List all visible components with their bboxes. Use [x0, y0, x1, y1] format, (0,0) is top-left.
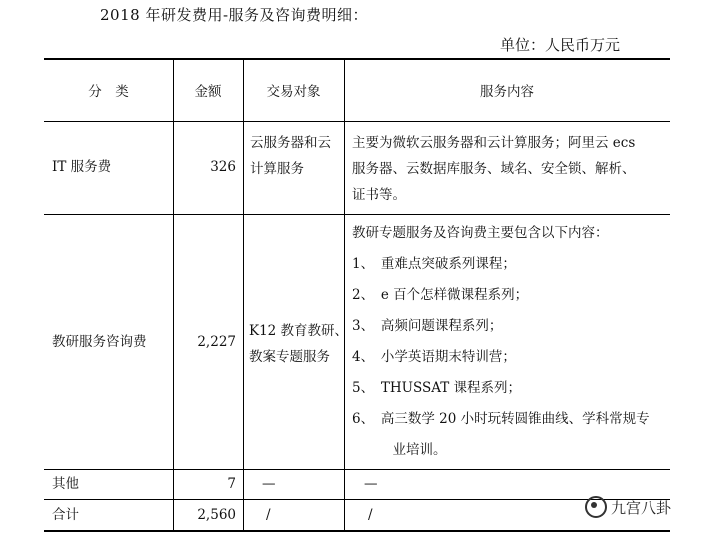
service-line: 1、 重难点突破系列课程；: [352, 256, 516, 272]
service-line: 3、 高频问题课程系列；: [352, 318, 503, 334]
header-bottom-rule: [44, 121, 670, 122]
counterparty-line: 云服务器和云: [250, 135, 331, 151]
row-other-amount: 7: [227, 476, 236, 492]
service-line: 2、 e 百个怎样微课程系列；: [352, 287, 529, 303]
counterparty-line: 教案专题服务: [249, 349, 330, 365]
service-line: 5、 THUSSAT 课程系列；: [352, 380, 522, 396]
row-it-category: IT 服务费: [52, 159, 112, 175]
service-line: 主要为微软云服务器和云计算服务；阿里云 ecs: [352, 135, 636, 151]
table-bottom-rule: [44, 530, 670, 532]
col-divider-2: [243, 58, 244, 531]
service-line: 证书等。: [352, 187, 406, 203]
header-counterparty: 交易对象: [266, 84, 321, 100]
row-research-service: [352, 218, 650, 466]
row-research-counterparty: [249, 318, 348, 370]
watermark-text: 九宫八卦: [611, 498, 672, 517]
row-total-counterparty: /: [266, 507, 271, 523]
service-line: 业培训。: [352, 442, 447, 458]
header-amount: 金额: [194, 84, 222, 100]
row-other-service: —: [364, 476, 378, 492]
row-other-counterparty: —: [262, 476, 276, 492]
row-it-counterparty: [250, 130, 331, 182]
row-research-amount: 2,227: [197, 334, 236, 350]
col-divider-3: [344, 58, 345, 531]
wechat-logo-icon: [585, 496, 607, 518]
watermark: [585, 496, 671, 518]
unit-label: 单位：人民币万元: [500, 36, 621, 54]
col-divider-1: [173, 58, 174, 531]
page-title: 2018 年研发费用-服务及咨询费明细：: [100, 6, 369, 24]
service-line: 服务器、云数据库服务、域名、安全锁、解析、: [352, 161, 636, 177]
counterparty-line: K12 教育教研、: [249, 323, 349, 339]
row-it-service: [352, 130, 636, 208]
header-service: 服务内容: [480, 84, 534, 100]
row-total-category: 合计: [52, 507, 79, 523]
row-it-bottom-rule: [44, 214, 670, 215]
service-line: 4、 小学英语期末特训营；: [352, 349, 516, 365]
row-total-amount: 2,560: [197, 507, 236, 523]
counterparty-line: 计算服务: [250, 161, 304, 177]
service-line: 教研专题服务及咨询费主要包含以下内容：: [352, 225, 609, 241]
header-category: 分 类: [88, 84, 129, 100]
row-other-bottom-rule: [44, 499, 670, 500]
row-research-bottom-rule: [44, 469, 670, 470]
service-line: 6、 高三数学 20 小时玩转圆锥曲线、学科常规专: [352, 411, 650, 427]
table-top-rule: [44, 58, 670, 60]
row-it-amount: 326: [210, 159, 236, 175]
row-other-category: 其他: [52, 476, 79, 492]
row-research-category: 教研服务咨询费: [52, 334, 147, 350]
row-total-service: /: [368, 507, 373, 523]
